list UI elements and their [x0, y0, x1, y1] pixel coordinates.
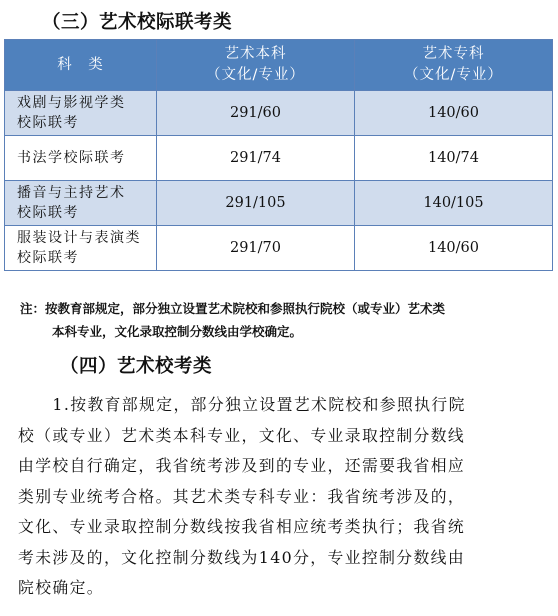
paragraph-line: 类别专业统考合格。其艺术类专科专业：我省统考涉及的，	[18, 486, 466, 506]
header-art-undergrad-title: 艺术本科	[224, 46, 287, 62]
paragraph-line: 校（或专业）艺术类本科专业，文化、专业录取控制分数线	[18, 425, 466, 445]
footnote-line1: 注：按教育部规定，部分独立设置艺术院校和参照执行院校（或专业）艺术类	[20, 301, 446, 316]
header-art-undergrad-sub: （文化/专业）	[206, 67, 305, 83]
header-art-junior-sub: （文化/专业）	[404, 67, 503, 83]
score-table	[4, 39, 553, 271]
row-category-line1: 播音与主持艺术	[17, 185, 126, 201]
table-row	[5, 91, 553, 136]
row-category	[5, 91, 157, 136]
row-undergrad-score: 291/60	[157, 91, 355, 136]
table-header-row	[5, 40, 553, 91]
row-category	[5, 136, 157, 181]
row-category-line1: 服装设计与表演类	[17, 230, 141, 246]
paragraph-line: 文化、专业录取控制分数线按我省相应统考类执行；我省统	[18, 517, 466, 536]
row-category	[5, 181, 157, 226]
row-junior-score: 140/74	[355, 136, 553, 181]
header-art-junior-title: 艺术专科	[422, 46, 485, 62]
paragraph-line: 1.按教育部规定，部分独立设置艺术院校和参照执行院	[18, 395, 466, 414]
row-junior-score: 140/60	[355, 226, 553, 271]
paragraph-line: 院校确定。	[18, 578, 104, 597]
row-junior-score: 140/105	[355, 181, 553, 226]
section-heading-art-joint-exam: （三）艺术校际联考类	[42, 12, 233, 33]
row-undergrad-score: 291/74	[157, 136, 355, 181]
header-category: 科 类	[5, 40, 157, 91]
row-category-line2: 校际联考	[17, 115, 79, 131]
body-paragraph	[18, 390, 546, 604]
table-footnote	[20, 297, 540, 343]
paragraph-line: 由学校自行确定，我省统考涉及到的专业，还需要我省相应	[18, 456, 466, 475]
table-row	[5, 181, 553, 226]
section-heading-art-school-exam: （四）艺术校考类	[60, 356, 213, 377]
paragraph-line: 考未涉及的，文化控制分数线为140分，专业控制分数线由	[18, 547, 466, 567]
row-undergrad-score: 291/70	[157, 226, 355, 271]
row-category-line1: 书法学校际联考	[17, 150, 126, 166]
row-junior-score: 140/60	[355, 91, 553, 136]
header-art-undergrad	[157, 40, 355, 91]
row-category	[5, 226, 157, 271]
row-category-line2: 校际联考	[17, 205, 79, 221]
row-undergrad-score: 291/105	[157, 181, 355, 226]
row-category-line2: 校际联考	[17, 250, 79, 266]
footnote-line2: 本科专业，文化录取控制分数线由学校确定。	[52, 324, 303, 339]
header-art-junior	[355, 40, 553, 91]
table-row	[5, 136, 553, 181]
row-category-line1: 戏剧与影视学类	[17, 95, 126, 111]
table-row	[5, 226, 553, 271]
